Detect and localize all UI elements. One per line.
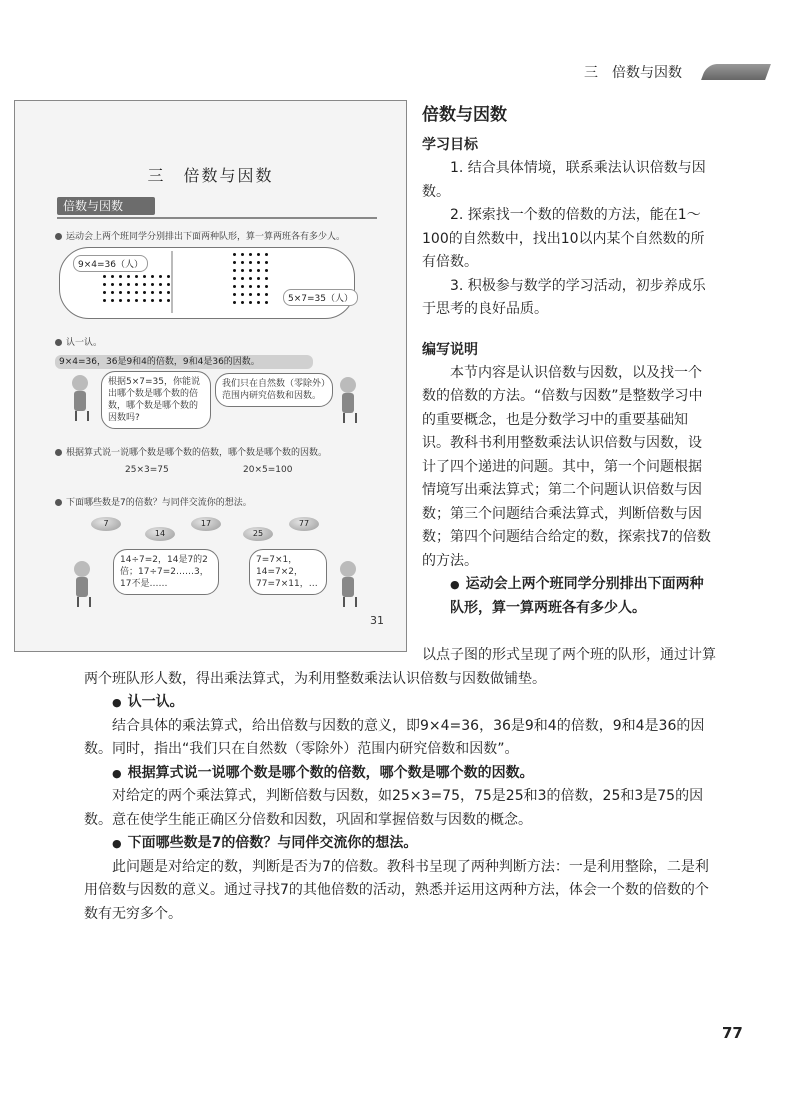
- number-pill: 25: [243, 527, 273, 541]
- goal-item: 3. 积极参与数学的学习活动，初步养成乐于思考的良好品质。: [422, 277, 706, 317]
- formation-dot: [265, 277, 268, 280]
- formation-dot: [233, 293, 236, 296]
- formation-dot: [249, 269, 252, 272]
- formation-dot: [249, 261, 252, 264]
- formation-dot: [241, 261, 244, 264]
- formation-dot: [135, 275, 138, 278]
- formation-dot: [257, 285, 260, 288]
- formation-dot: [143, 275, 146, 278]
- formation-dot: [151, 299, 154, 302]
- formation-dot: [151, 283, 154, 286]
- section-title: 倍数与因数: [422, 105, 507, 125]
- definition-highlight: 9×4=36，36是9和4的倍数，9和4是36的因数。: [55, 355, 313, 369]
- teacher-figure: [337, 377, 359, 423]
- formation-dot: [233, 277, 236, 280]
- cloud-divider: [171, 251, 173, 313]
- chapter-title: 三 倍数与因数: [584, 65, 682, 81]
- kid-speech-bubble: 根据5×7=35，你能说出哪个数是哪个数的倍数，哪个数是哪个数的因数吗?: [101, 371, 211, 429]
- formation-dot: [265, 269, 268, 272]
- formation-dot: [249, 277, 252, 280]
- formation-dot: [111, 275, 114, 278]
- formation-dot: [241, 293, 244, 296]
- equation-b: 5×7=35（人）: [283, 289, 358, 306]
- teacher-speech-bubble: 我们只在自然数（零除外）范围内研究倍数和因数。: [215, 373, 333, 407]
- formation-dot: [233, 261, 236, 264]
- formation-dot: [241, 285, 244, 288]
- textbook-chapter-title: 三 倍数与因数: [147, 166, 274, 185]
- bullet-icon: [55, 449, 62, 456]
- formation-dot: [233, 253, 236, 256]
- bullet-heading-2: ● 认一认。: [84, 691, 722, 715]
- body-text: [84, 644, 722, 926]
- equation-d: 20×5=100: [243, 465, 293, 475]
- formation-dot: [265, 253, 268, 256]
- formation-dot: [127, 275, 130, 278]
- formation-dot: [167, 291, 170, 294]
- formation-dot: [257, 253, 260, 256]
- goal-item: 2. 探索找一个数的倍数的方法，能在1～100的自然数中，找出10以内某个自然数的所有倍数。: [422, 207, 705, 270]
- bullet-icon: [55, 339, 62, 346]
- formation-dot: [233, 301, 236, 304]
- formation-dot: [167, 299, 170, 302]
- textbook-section-tag: 倍数与因数: [57, 197, 155, 215]
- textbook-page-number: 31: [370, 614, 384, 627]
- formation-dot: [257, 269, 260, 272]
- number-pill: 17: [191, 517, 221, 531]
- formation-dot: [135, 283, 138, 286]
- formation-dot: [111, 291, 114, 294]
- formation-dot: [159, 275, 162, 278]
- equation-c: 25×3=75: [125, 465, 169, 475]
- textbook-page-image: [14, 100, 407, 652]
- notes-heading: 编写说明: [422, 341, 478, 358]
- formation-dot: [257, 277, 260, 280]
- formation-dot: [135, 291, 138, 294]
- page-number: 77: [722, 1024, 743, 1042]
- formation-dot: [151, 275, 154, 278]
- formation-dot: [159, 299, 162, 302]
- boy-figure-2: [337, 561, 359, 607]
- formation-dot: [265, 285, 268, 288]
- bullet-icon: [55, 233, 62, 240]
- formation-dot: [167, 275, 170, 278]
- formation-dot: [265, 261, 268, 264]
- section-rule: [57, 217, 377, 219]
- formation-dot: [119, 283, 122, 286]
- formation-dot: [159, 291, 162, 294]
- textbook-question-1: 运动会上两个班同学分别排出下面两种队形，算一算两班各有多少人。: [55, 229, 345, 242]
- bullet-icon: [55, 499, 62, 506]
- formation-dot: [233, 285, 236, 288]
- formation-dot: [143, 291, 146, 294]
- textbook-question-3: 根据算式说一说哪个数是哪个数的倍数，哪个数是哪个数的因数。: [55, 445, 327, 458]
- formation-dot: [265, 301, 268, 304]
- formation-dot: [257, 293, 260, 296]
- bullet-heading-1: ● 运动会上两个班同学分别排出下面两种队形，算一算两班各有多少人。: [422, 573, 714, 620]
- formation-dot: [233, 269, 236, 272]
- right-column: [422, 100, 714, 620]
- multiple-speech-bubble: 7=7×1，14=7×2，77=7×11，…: [249, 549, 327, 595]
- formation-dot: [119, 299, 122, 302]
- formation-dot: [119, 275, 122, 278]
- running-header: [584, 58, 774, 88]
- formation-dot: [143, 283, 146, 286]
- number-pill: 14: [145, 527, 175, 541]
- formation-dot: [111, 283, 114, 286]
- formation-dot: [241, 269, 244, 272]
- goals-heading: 学习目标: [422, 137, 478, 153]
- number-pill: 77: [289, 517, 319, 531]
- formation-dot: [111, 299, 114, 302]
- formation-dot: [127, 283, 130, 286]
- paragraph-2: 结合具体的乘法算式，给出倍数与因数的意义，即9×4=36，36是9和4的倍数，9和4是36的因数。同时，指出“我们只在自然数（零除外）范围内研究倍数和因数”。: [84, 717, 705, 757]
- paragraph-1: 以点子图的形式呈现了两个班的队形，通过计算两个班队形人数，得出乘法算式，为利用整数乘法认识倍数与因数做铺垫。: [84, 647, 716, 687]
- bullet-heading-4: ● 下面哪些数是7的倍数？与同伴交流你的想法。: [84, 832, 722, 856]
- goal-item: 1. 结合具体情境，联系乘法认识倍数与因数。: [422, 160, 706, 200]
- formation-dot: [103, 299, 106, 302]
- formation-dot: [249, 293, 252, 296]
- formation-dot: [103, 283, 106, 286]
- formation-dot: [167, 283, 170, 286]
- paragraph-3: 对给定的两个乘法算式，判断倍数与因数，如25×3=75，75是25和3的倍数，25和3是75的因数。意在使学生能正确区分倍数和因数，巩固和掌握倍数与因数的概念。: [84, 788, 704, 828]
- girl-figure: [71, 561, 93, 607]
- paragraph-4: 此问题是对给定的数，判断是否为7的倍数。教科书呈现了两种判断方法：一是利用整除，二是利用倍数与因数的意义。通过寻找7的其他倍数的活动，熟悉并运用这两种方法，体会一个数的倍数的个数有无穷多个。: [84, 858, 709, 922]
- notes-paragraph: 本节内容是认识倍数与因数，以及找一个数的倍数的方法。“倍数与因数”是整数学习中的重要概念，也是分数学习中的重要基础知识。教科书利用整数乘法认识倍数与因数，设计了四个递进的问题。其中，第一个问题根据情境写出乘法算式；第二个问题认识倍数与因数；第三个问题结合乘法算式，判断倍数与因数；第四个问题结合给定的数，探索找7的倍数的方法。: [422, 364, 711, 569]
- formation-dot: [249, 285, 252, 288]
- textbook-question-4: 下面哪些数是7的倍数？与同伴交流你的想法。: [55, 495, 252, 508]
- formation-dot: [103, 275, 106, 278]
- formation-dot: [151, 291, 154, 294]
- formation-dot: [127, 299, 130, 302]
- formation-dot: [159, 283, 162, 286]
- textbook-question-2: 认一认。: [55, 335, 102, 348]
- formation-dot: [241, 301, 244, 304]
- formation-dot: [257, 261, 260, 264]
- equation-a: 9×4=36（人）: [73, 255, 148, 272]
- formation-dot: [241, 277, 244, 280]
- header-tab-decoration: [701, 64, 771, 80]
- formation-dot: [135, 299, 138, 302]
- division-speech-bubble: 14÷7=2，14是7的2倍；17÷7=2……3，17不是……: [113, 549, 219, 595]
- formation-dot: [257, 301, 260, 304]
- formation-dot: [241, 253, 244, 256]
- bullet-heading-3: ● 根据算式说一说哪个数是哪个数的倍数，哪个数是哪个数的因数。: [84, 762, 722, 786]
- formation-dot: [119, 291, 122, 294]
- number-pill: 7: [91, 517, 121, 531]
- formation-dot: [143, 299, 146, 302]
- formation-dot: [127, 291, 130, 294]
- formation-dot: [265, 293, 268, 296]
- formation-dot: [249, 301, 252, 304]
- formation-dot: [249, 253, 252, 256]
- formation-dot: [103, 291, 106, 294]
- boy-figure: [69, 375, 91, 421]
